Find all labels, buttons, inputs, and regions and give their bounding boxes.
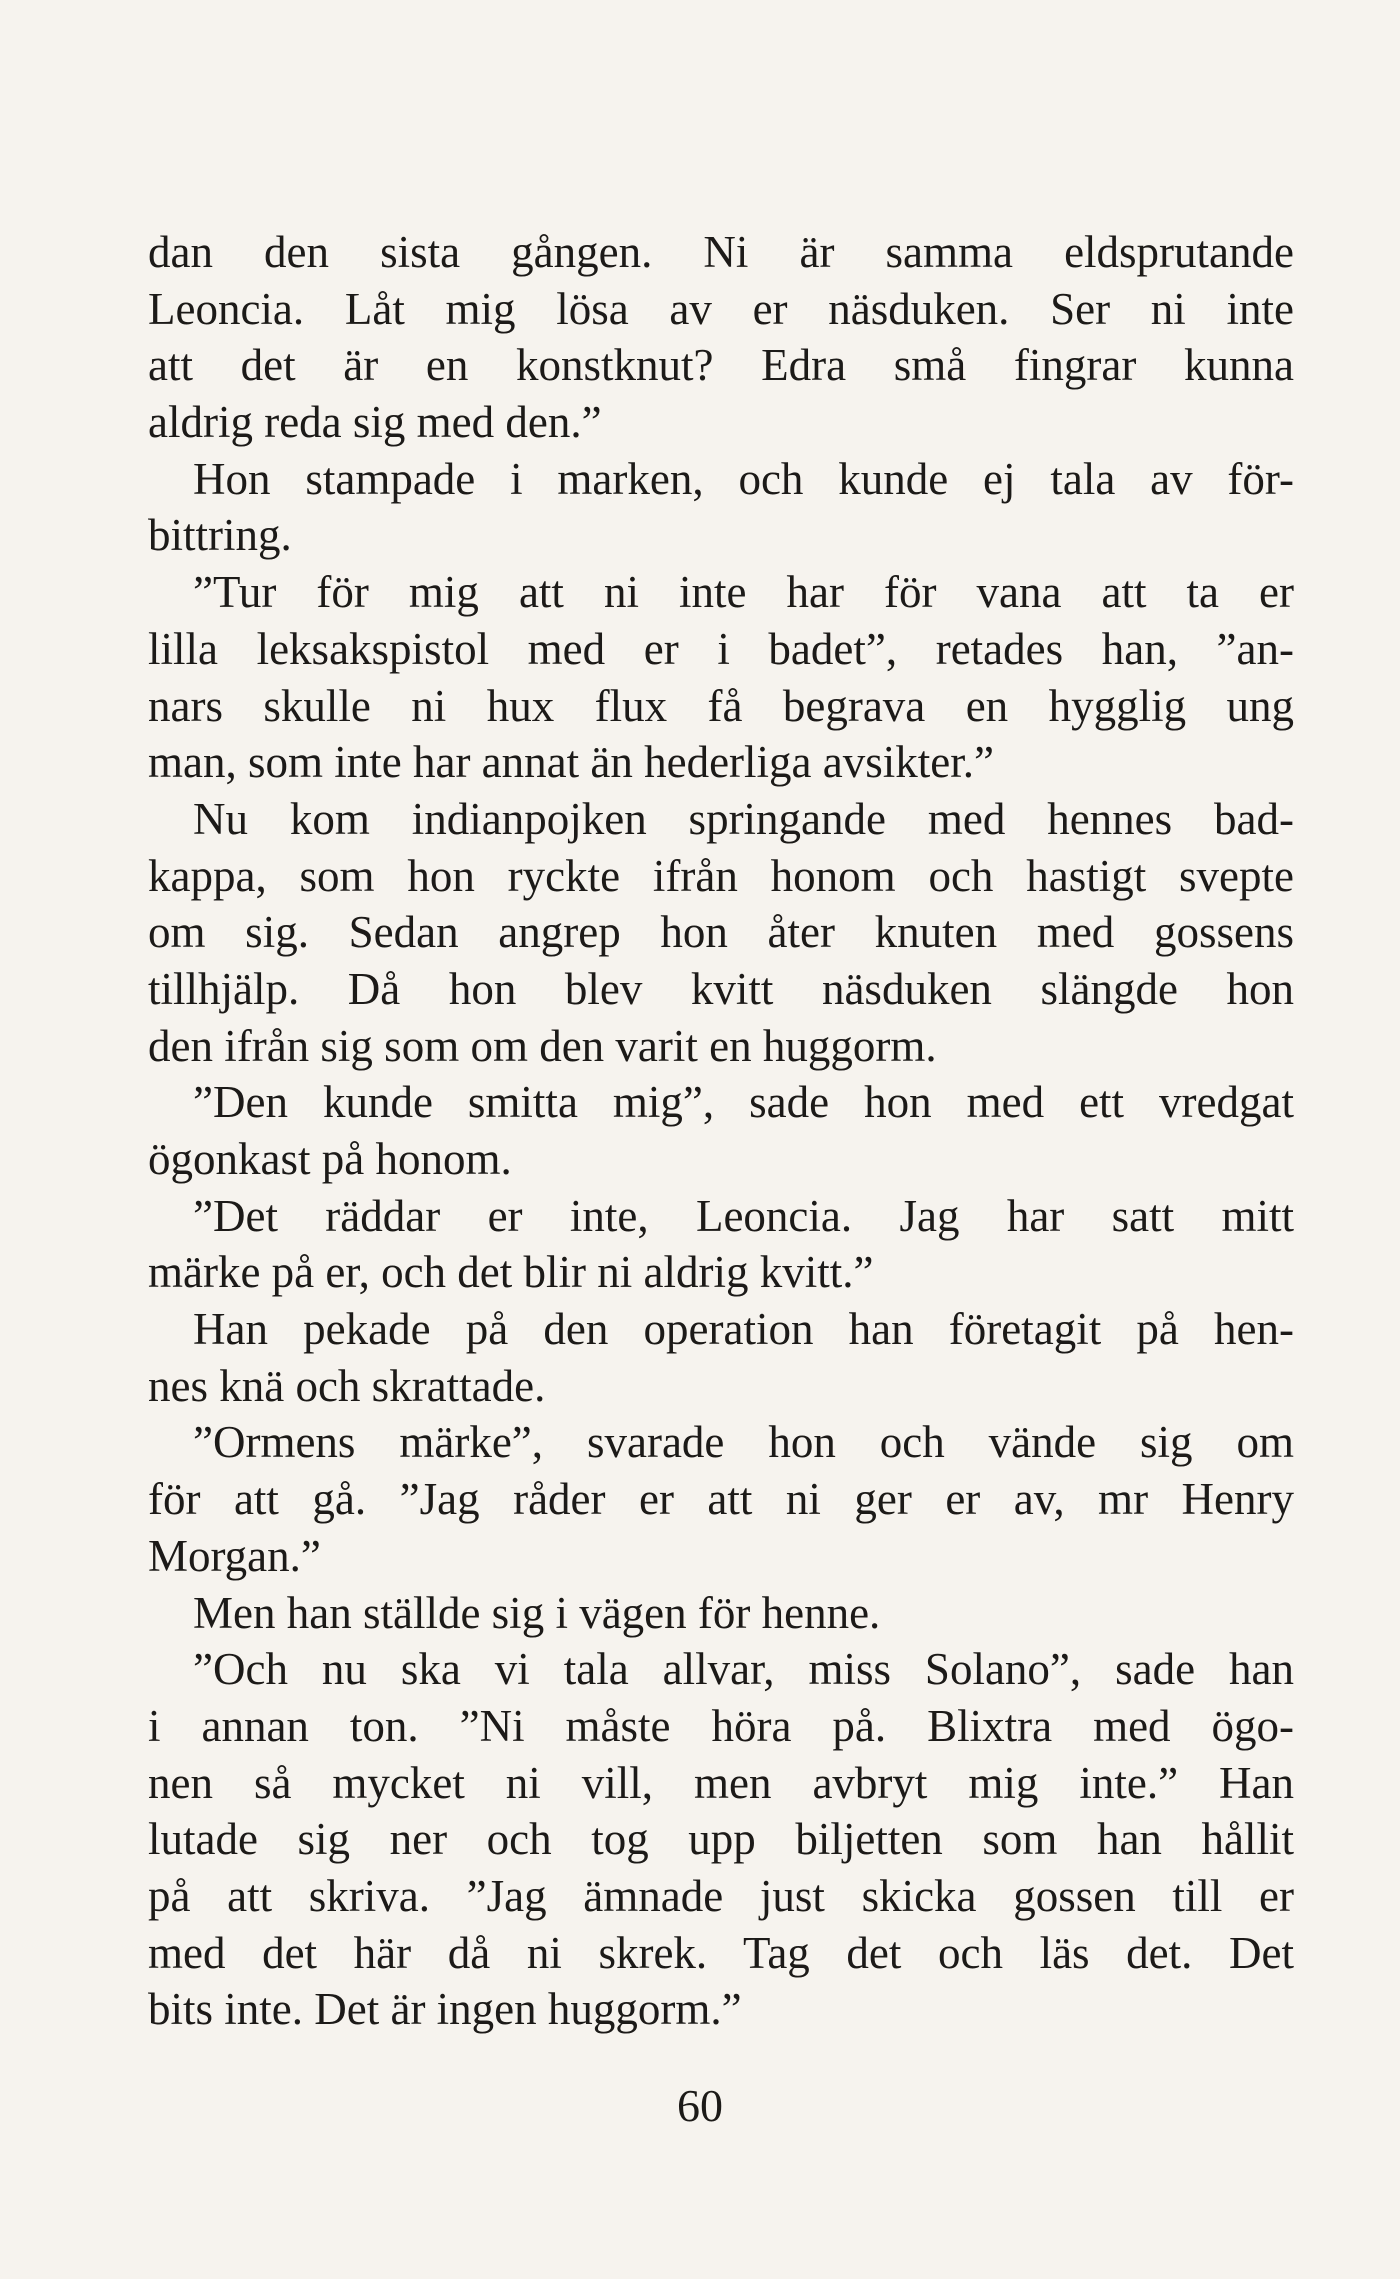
text-line: ”Det räddar er inte, Leoncia. Jag har satt mitt: [193, 1190, 1294, 1241]
text-line: ”Och nu ska vi tala allvar, miss Solano”, sade han: [193, 1644, 1294, 1695]
page-number: 60: [677, 2080, 723, 2131]
text-line: lilla leksakspistol med er i badet”, retades han, ”an-: [148, 623, 1294, 674]
text-line: om sig. Sedan angrep hon åter knuten med gossens: [148, 907, 1294, 958]
text-line: ”Tur för mig att ni inte har för vana att ta er: [193, 567, 1294, 618]
text-line: märke på er, och det blir ni aldrig kvitt.”: [148, 1247, 874, 1298]
text-line: på att skriva. ”Jag ämnade just skicka gossen till er: [148, 1870, 1294, 1921]
text-line: i annan ton. ”Ni måste höra på. Blixtra med ögo-: [148, 1700, 1294, 1751]
text-line: Nu kom indianpojken springande med hennes bad-: [193, 793, 1294, 844]
text-line: Han pekade på den operation han företagit på hen-: [193, 1304, 1294, 1355]
text-line: dan den sista gången. Ni är samma eldsprutande: [148, 227, 1294, 277]
text-line: bittring.: [148, 510, 292, 561]
text-line: lutade sig ner och tog upp biljetten som han hållit: [148, 1814, 1294, 1865]
text-line: nen så mycket ni vill, men avbryt mig inte.” Han: [148, 1757, 1294, 1808]
text-line: Hon stampade i marken, och kunde ej tala av för-: [193, 453, 1294, 504]
text-line: med det här då ni skrek. Tag det och läs det. Det: [148, 1927, 1294, 1978]
text-line: aldrig reda sig med den.”: [148, 397, 602, 448]
text-line: Morgan.”: [148, 1530, 321, 1581]
body-text: [148, 224, 1294, 2038]
text-line: man, som inte har annat än hederliga avsikter.”: [148, 737, 994, 788]
text-line: nes knä och skrattade.: [148, 1360, 546, 1411]
text-line: Leoncia. Låt mig lösa av er näsduken. Ser ni inte: [148, 283, 1294, 334]
text-line: ögonkast på honom.: [148, 1134, 512, 1184]
text-line: ”Ormens märke”, svarade hon och vände sig om: [193, 1417, 1294, 1468]
text-line: Men han ställde sig i vägen för henne.: [193, 1587, 881, 1638]
text-line: för att gå. ”Jag råder er att ni ger er av, mr Henry: [148, 1474, 1294, 1525]
text-line: tillhjälp. Då hon blev kvitt näsduken slängde hon: [148, 963, 1294, 1014]
text-line: ”Den kunde smitta mig”, sade hon med ett vredgat: [193, 1077, 1294, 1128]
text-line: att det är en konstknut? Edra små fingrar kunna: [148, 340, 1294, 391]
text-line: nars skulle ni hux flux få begrava en hygglig ung: [148, 680, 1294, 731]
text-line: den ifrån sig som om den varit en huggorm.: [148, 1020, 937, 1071]
text-line: kappa, som hon ryckte ifrån honom och hastigt svepte: [148, 850, 1294, 901]
text-line: bits inte. Det är ingen huggorm.”: [148, 1984, 742, 2035]
